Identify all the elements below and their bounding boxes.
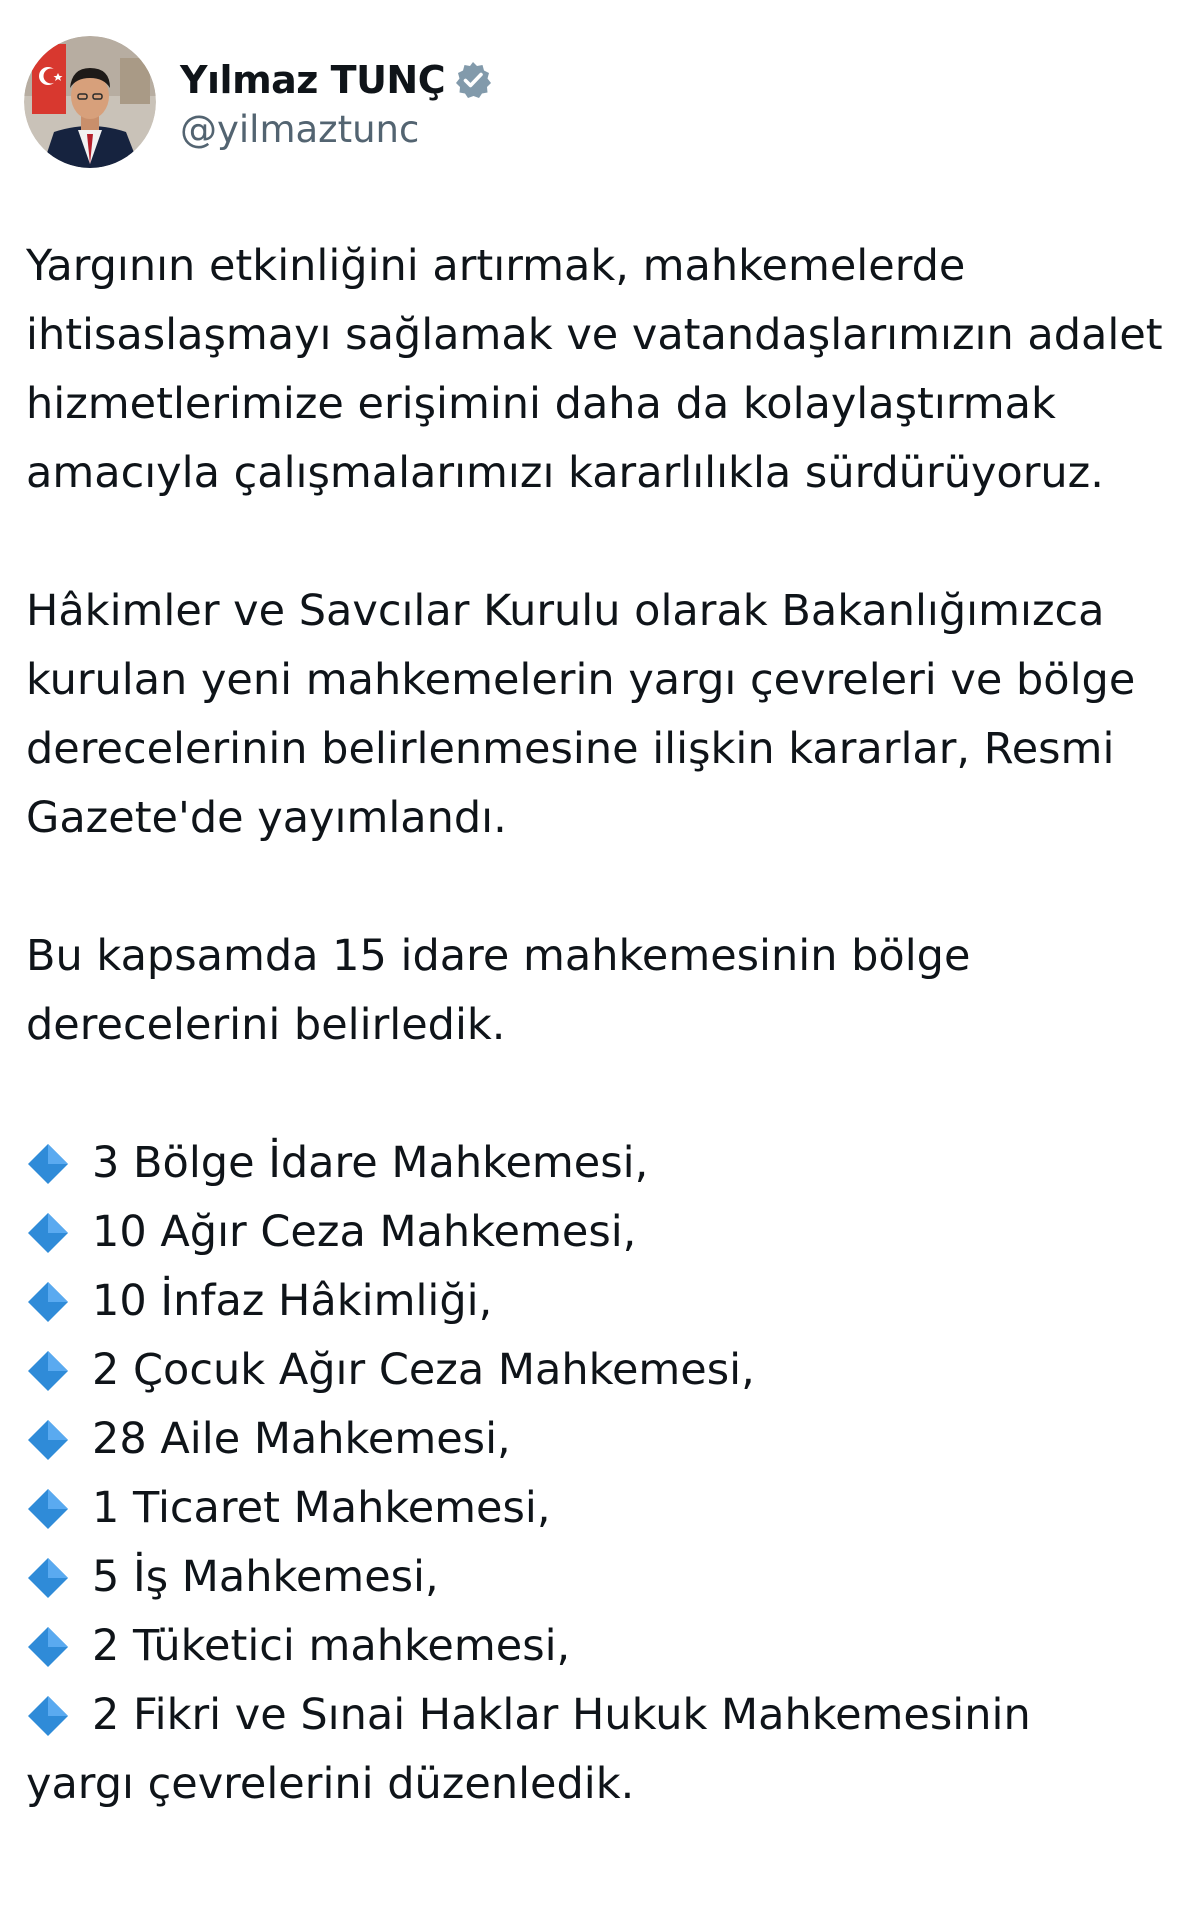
list-item-text: 2 Tüketici mahkemesi, [92,1621,571,1671]
list-item-text: 1 Ticaret Mahkemesi, [92,1483,551,1533]
list-item-text: 3 Bölge İdare Mahkemesi, [92,1138,649,1188]
paragraph-gap [26,1060,1186,1129]
blue-diamond-icon [26,1405,78,1474]
court-list [26,1129,1186,1750]
list-item-text: 28 Aile Mahkemesi, [92,1414,511,1464]
list-item-text: 10 Ağır Ceza Mahkemesi, [92,1207,637,1257]
paragraph-gap [26,508,1186,577]
list-item [26,1336,1186,1405]
list-item [26,1129,1186,1198]
blue-diamond-icon [26,1543,78,1612]
tweet-text [26,232,1186,1819]
blue-diamond-icon [26,1612,78,1681]
name-row [180,54,493,106]
blue-diamond-icon [26,1336,78,1405]
author-display-name[interactable]: Yılmaz TUNÇ [180,57,446,102]
blue-diamond-icon [26,1198,78,1267]
list-item-text: 5 İş Mahkemesi, [92,1552,439,1602]
list-item [26,1267,1186,1336]
tweet-paragraph: Yargının etkinliğini artırmak, mahkemelerde ihtisaslaşmayı sağlamak ve vatandaşlarımızın adalet hizmetlerimize erişimini daha da kolaylaştırmak amacıyla çalışmalarımızı kararlılıkla sürdürüyoruz. [26,241,1163,498]
list-item [26,1681,1186,1750]
blue-diamond-icon [26,1267,78,1336]
verified-badge-icon[interactable] [453,60,493,100]
list-item-text: 10 İnfaz Hâkimliği, [92,1276,493,1326]
tweet-paragraph: Bu kapsamda 15 idare mahkemesinin bölge derecelerini belirledik. [26,931,971,1050]
profile-photo-icon [24,36,156,168]
author-handle[interactable]: @yilmaztunc [180,107,420,151]
closing-line: yargı çevrelerini düzenledik. [26,1759,635,1809]
list-item-text: 2 Fikri ve Sınai Haklar Hukuk Mahkemesinin [92,1690,1031,1740]
blue-diamond-icon [26,1681,78,1750]
list-item-text: 2 Çocuk Ağır Ceza Mahkemesi, [92,1345,755,1395]
list-item [26,1612,1186,1681]
tweet-paragraph: Hâkimler ve Savcılar Kurulu olarak Bakanlığımızca kurulan yeni mahkemelerin yargı çevreleri ve bölge derecelerinin belirlenmesine ilişkin kararlar, Resmi Gazete'de yayımlandı. [26,586,1136,843]
blue-diamond-icon [26,1129,78,1198]
list-item [26,1543,1186,1612]
blue-diamond-icon [26,1474,78,1543]
tweet-header [24,34,493,170]
author-identity [180,54,493,151]
list-item [26,1405,1186,1474]
list-item [26,1474,1186,1543]
paragraph-gap [26,853,1186,922]
avatar[interactable] [24,36,156,168]
list-item [26,1198,1186,1267]
